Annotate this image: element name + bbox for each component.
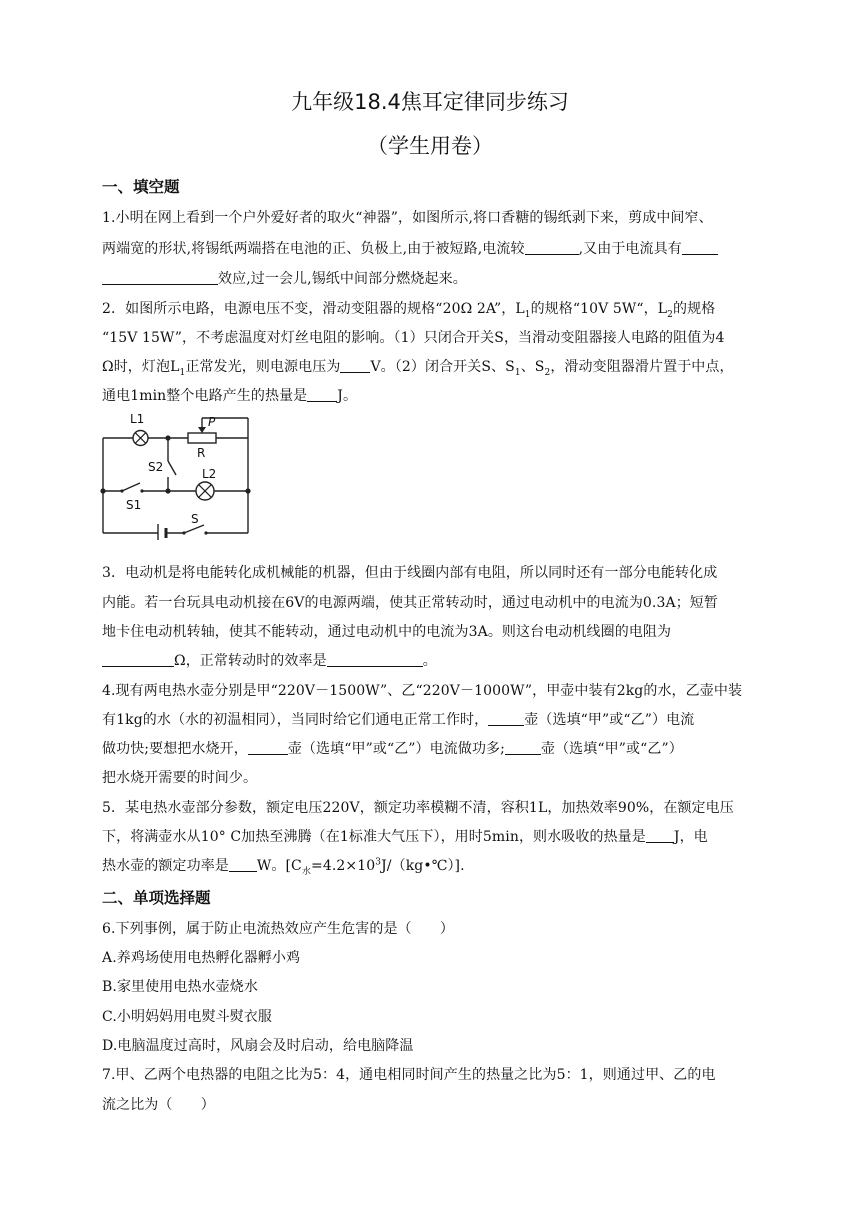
subscript: 1: [524, 309, 531, 320]
section-fill-in: 一、填空题: [102, 178, 180, 196]
q5-line-3: [102, 855, 465, 877]
q4-line-1: 4.现有两电热水壶分别是甲“220V－1500W”、乙“220V－1000W”，甲壶中装有2kg的水，乙壶中装: [102, 683, 743, 699]
page-subtitle: （学生用卷）: [367, 134, 493, 158]
label-s1: S1: [126, 498, 142, 512]
subscript: 2: [667, 309, 673, 320]
page-title: 九年级18.4焦耳定律同步练习: [291, 90, 569, 114]
q5-text: 下，将满壶水从10° C加热至沸腾（在1标准大气压下），用时5min，则水吸收的热量是: [102, 829, 646, 845]
answer-blank[interactable]: [488, 711, 524, 726]
answer-blank[interactable]: [525, 240, 579, 255]
q3-line-1: 3．电动机是将电能转化成机械能的机器，但由于线圈内部有电阻，所以同时还有一部分电能转化成: [102, 565, 718, 581]
q2-text: 、S: [520, 359, 545, 375]
q6-stem: 6.下列事例，属于防止电流热效应产生危害的是（ ）: [102, 921, 454, 937]
switch-s2-blade: [168, 461, 176, 475]
lamp-l2-icon: [196, 482, 214, 500]
answer-blank[interactable]: [646, 828, 674, 843]
q5-text: W。[C: [256, 858, 302, 874]
q2-text: 正常发光，则电源电压为: [185, 359, 341, 375]
q2-text: V。（2）闭合开关S、S: [370, 359, 515, 375]
q2-text: 通电1min整个电路产生的热量是: [102, 388, 308, 404]
subscript: 2: [544, 367, 551, 378]
junction-dot: [245, 488, 250, 493]
slider-arrow-icon: [198, 427, 206, 433]
answer-blank[interactable]: [229, 857, 257, 872]
junction-dot: [165, 435, 170, 440]
switch-contact: [204, 531, 207, 534]
q1-line-2: [102, 238, 718, 258]
answer-blank[interactable]: [327, 652, 423, 667]
q6-option-b[interactable]: B.家里使用电热水壶烧水: [102, 979, 258, 995]
label-s: S: [191, 512, 199, 526]
switch-contact: [120, 489, 123, 492]
q2-line-3: [102, 356, 734, 378]
switch-s1-blade: [122, 483, 140, 491]
q1-line-3: [102, 268, 467, 288]
q3-line-3: 地卡住电动机转轴，使其不能转动，通过电动机中的电流为3A。则这台电动机线圈的电阻为: [102, 624, 672, 640]
q2-line-4: [102, 385, 357, 405]
answer-blank[interactable]: [505, 740, 541, 755]
switch-contact: [140, 489, 143, 492]
lamp-l1-icon: [133, 431, 148, 446]
q6-option-c[interactable]: C.小明妈妈用电熨斗熨衣服: [102, 1009, 272, 1025]
q1-text: ,又由于电流具有: [578, 241, 682, 257]
answer-blank[interactable]: [307, 387, 337, 402]
q2-line-1: [102, 298, 715, 320]
q7-line-1: 7.甲、乙两个电热器的电阻之比为5：4，通电相同时间产生的热量之比为5：1，则通过甲、乙的电: [102, 1067, 716, 1083]
q3-line-2: 内能。若一台玩具电动机接在6V的电源两端，使其正常转动时，通过电动机中的电流为0.3A；短暂: [102, 595, 718, 611]
label-l2: L2: [202, 467, 217, 481]
answer-blank[interactable]: [682, 240, 718, 255]
q1-line-1: 1.小明在网上看到一个户外爱好者的取火“神器”，如图所示,将口香糖的锡纸剥下来，剪成中间窄、: [102, 210, 713, 226]
subscript: 水: [301, 866, 311, 877]
junction-dot: [165, 488, 170, 493]
answer-blank[interactable]: [248, 740, 288, 755]
q4-line-2: [102, 709, 694, 729]
q5-text: J，电: [673, 829, 708, 845]
superscript: 3: [375, 857, 382, 868]
q1-text: 效应,过一会儿,锡纸中间部分燃烧起来。: [218, 271, 467, 287]
q5-text: J/（kg•℃）].: [381, 858, 465, 874]
q4-text: 有1kg的水（水的初温相同），当同时给它们通电正常工作时，: [102, 712, 489, 728]
label-r: R: [197, 446, 206, 460]
q4-text: 壶（选填“甲”或“乙”）电流做功多;: [287, 741, 505, 757]
switch-contact: [182, 531, 185, 534]
resistor: [188, 433, 216, 443]
circuit-diagram: [96, 405, 256, 540]
q1-text: 两端宽的形状,将锡纸两端搭在电池的正、负极上,由于被短路,电流较: [102, 241, 525, 257]
q4-line-4: 把水烧开需要的时间少。: [102, 770, 258, 786]
q2-text: Ω时，灯泡L: [102, 359, 180, 375]
q4-text: 做功快;要想把水烧开，: [102, 741, 248, 757]
q4-text: 壶（选填“甲”或“乙”）电流: [524, 712, 695, 728]
q5-text: 热水壶的额定功率是: [102, 858, 229, 874]
q4-text: 壶（选填“甲”或“乙”）: [540, 741, 683, 757]
q2-text: 2．如图所示电路，电源电压不变，滑动变阻器的规格“20Ω 2A”，L: [102, 301, 525, 317]
subscript: 1: [179, 367, 186, 378]
label-l1: L1: [130, 412, 145, 426]
q3-text: Ω，正常转动时的效率是: [174, 653, 327, 669]
junction-dot: [100, 488, 105, 493]
q2-text: J。: [337, 388, 358, 404]
q5-line-1: 5．某电热水壶部分参数，额定电压220V，额定功率模糊不清，容积1L，加热效率90%，在额定电压: [102, 800, 734, 816]
subscript: 1: [514, 367, 521, 378]
q2-line-2: “15V 15W”，不考虑温度对灯丝电阻的影响。（1）只闭合开关S，当滑动变阻器接人电路的阻值为4: [102, 330, 725, 346]
label-s2: S2: [148, 460, 164, 474]
q3-line-4: [102, 650, 437, 670]
q7-line-2: 流之比为（ ）: [102, 1097, 215, 1113]
answer-blank[interactable]: [102, 652, 174, 667]
answer-blank[interactable]: [102, 270, 218, 285]
answer-blank[interactable]: [340, 358, 370, 373]
q2-text: 的规格: [673, 301, 716, 317]
q3-text: 。: [422, 653, 437, 669]
q6-option-d[interactable]: D.电脑温度过高时，风扇会及时启动，给电脑降温: [102, 1038, 414, 1054]
q5-line-2: [102, 826, 708, 846]
section-single-choice: 二、单项选择题: [102, 889, 211, 907]
q6-option-a[interactable]: A.养鸡场使用电热孵化器孵小鸡: [102, 950, 301, 966]
q5-text: =4.2×10: [310, 858, 376, 874]
switch-s-blade: [184, 525, 204, 533]
q4-line-3: [102, 738, 683, 758]
q2-text: 的规格“10V 5W“，L: [530, 301, 668, 317]
label-p: P: [208, 415, 216, 429]
q2-text: ，滑动变阻器滑片置于中点，: [550, 359, 734, 375]
